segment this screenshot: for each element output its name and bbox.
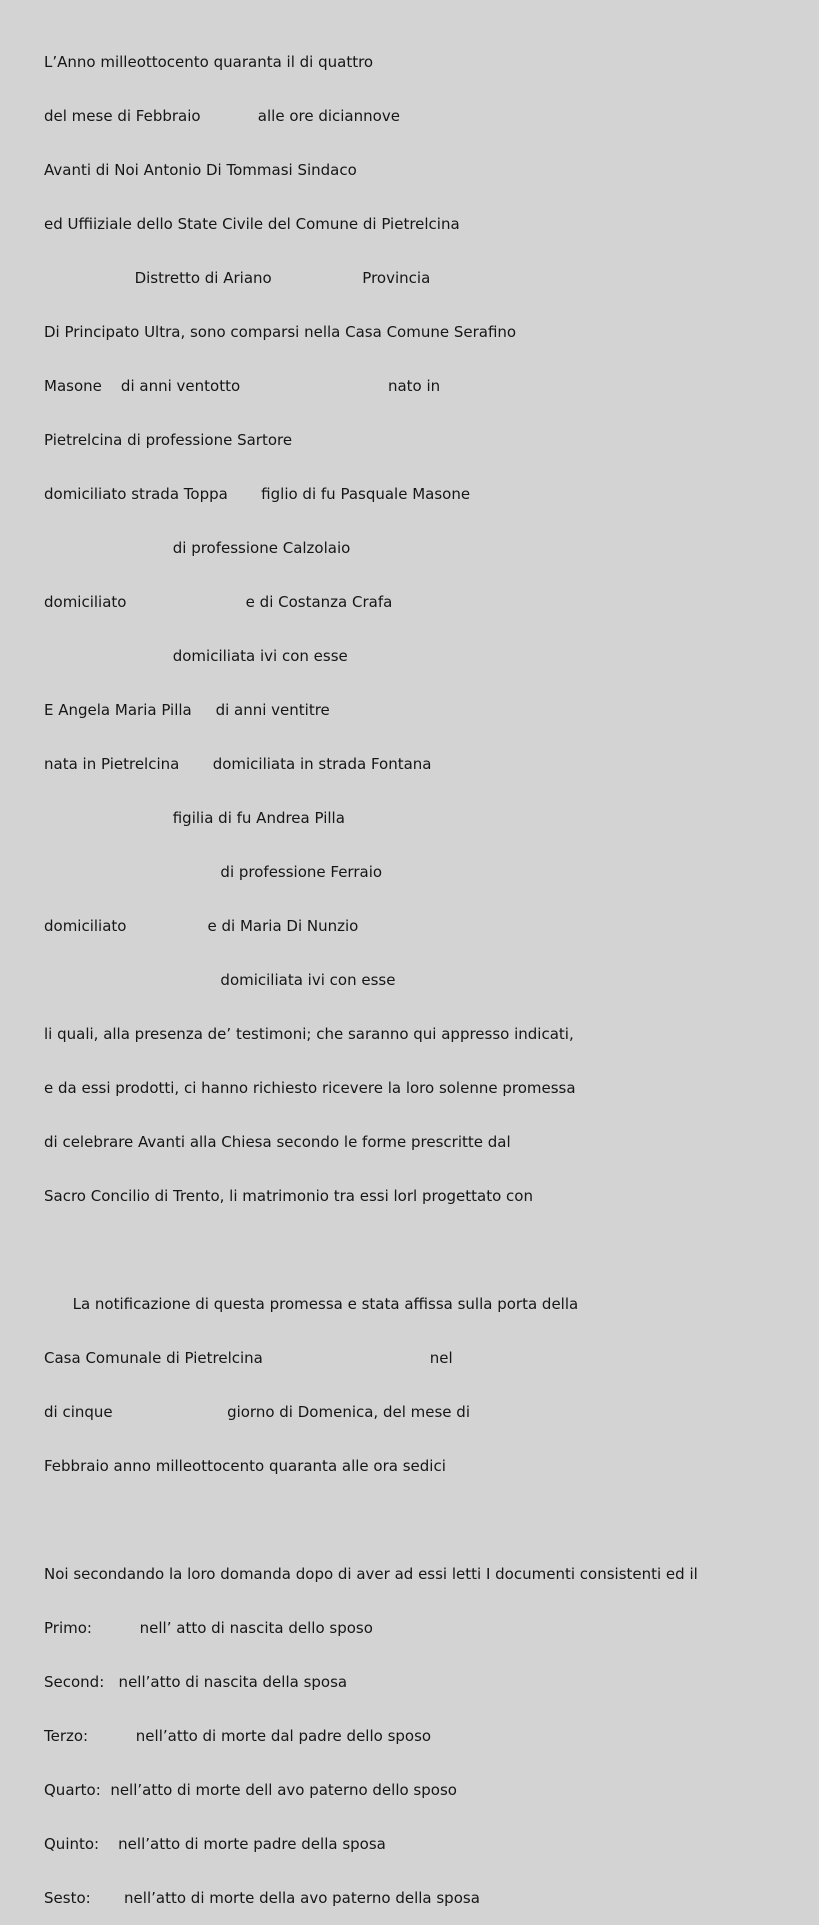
text-line-blank-2 [44,1511,809,1529]
text-line-document-quarto: Quarto: nell’atto di morte dell avo paterno dello sposo [44,1781,457,1799]
text-line-document-second: Second: nell’atto di nascita della sposa [44,1673,348,1691]
text-line-groom-profession: Pietrelcina di professione Sartore [44,431,293,449]
text-line-groom-father: domiciliato strada Toppa figlio di fu Pasquale Masone [44,485,471,503]
text-line-notification-2: Casa Comunale di Pietrelcina nel [44,1349,453,1367]
text-line-council-trento: Sacro Concilio di Trento, li matrimonio tra essi lorl progettato con [44,1187,533,1205]
text-line-month-hour: del mese di Febbraio alle ore diciannove [44,107,400,125]
text-line-bride-mother-domicile: domiciliata ivi con esse [44,971,396,989]
text-line-father-profession: di professione Calzolaio [44,539,351,557]
text-line-witnesses-1: li quali, alla presenza de’ testimoni; che saranno qui appresso indicati, [44,1025,574,1043]
text-line-principato: Di Principato Ultra, sono comparsi nella Casa Comune Serafino [44,323,517,341]
text-line-year-date: L’Anno milleottocento quaranta il di quattro [44,53,374,71]
text-line-official-title: ed Uffiiziale dello State Civile del Comune di Pietrelcina [44,215,460,233]
text-line-document-primo: Primo: nell’ atto di nascita dello sposo [44,1619,373,1637]
text-line-groom-mother: domiciliato e di Costanza Crafa [44,593,393,611]
text-line-groom-age: Masone di anni ventotto nato in [44,377,441,395]
text-line-document-terzo: Terzo: nell’atto di morte dal padre dello sposo [44,1727,432,1745]
text-line-notification-date: Febbraio anno milleottocento quaranta alle ora sedici [44,1457,446,1475]
text-line-church-forms: di celebrare Avanti alla Chiesa secondo le forme prescritte dal [44,1133,511,1151]
text-line-witnesses-2: e da essi prodotti, ci hanno richiesto ricevere la loro solenne promessa [44,1079,576,1097]
text-line-bride-father: figilia di fu Andrea Pilla [44,809,345,827]
text-line-bride-age: E Angela Maria Pilla di anni ventitre [44,701,330,719]
text-line-bride-father-profession: di professione Ferraio [44,863,383,881]
text-line-bride-domicile: nata in Pietrelcina domiciliata in strada Fontana [44,755,432,773]
text-line-documents-intro: Noi secondando la loro domanda dopo di aver ad essi letti I documenti consistenti ed il [44,1565,698,1583]
text-line-district-province: Distretto di Ariano Provincia [44,269,431,287]
text-line-document-quinto: Quinto: nell’atto di morte padre della sposa [44,1835,386,1853]
text-line-mother-domicile: domiciliata ivi con esse [44,647,348,665]
text-line-notification-1: La notificazione di questa promessa e stata affissa sulla porta della [44,1295,579,1313]
text-line-document-sesto: Sesto: nell’atto di morte della avo paterno della sposa [44,1889,480,1907]
text-line-notification-day: di cinque giorno di Domenica, del mese di [44,1403,470,1421]
text-line-blank-1 [44,1241,809,1259]
text-line-official-name: Avanti di Noi Antonio Di Tommasi Sindaco [44,161,357,179]
text-line-bride-mother: domiciliato e di Maria Di Nunzio [44,917,359,935]
